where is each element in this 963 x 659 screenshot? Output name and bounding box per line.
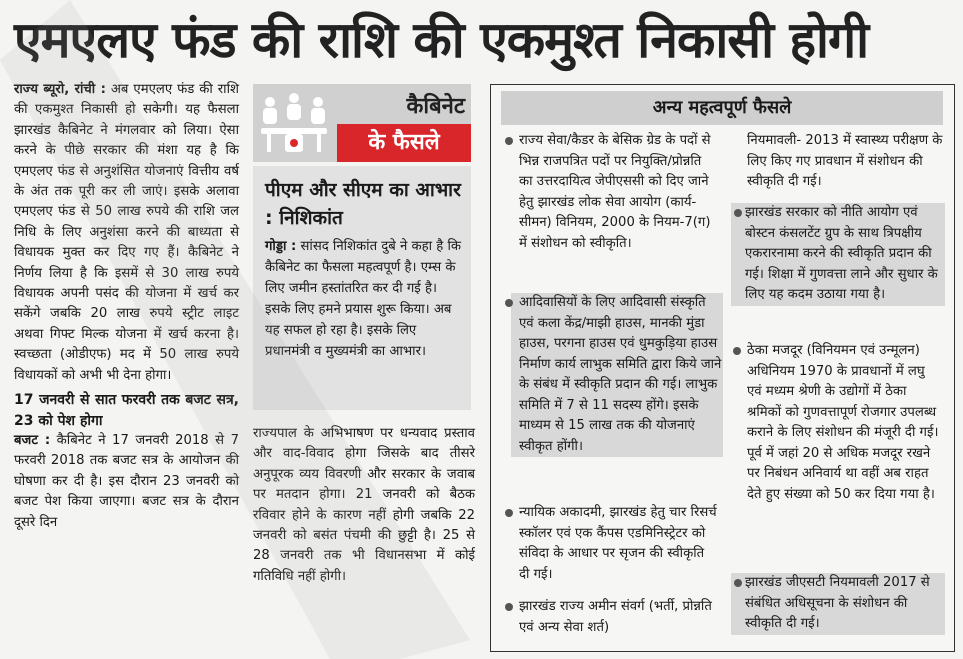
decision-text: आदिवासियों के लिए आदिवासी संस्कृति एवं कला केंद्र/माझी हाउस, मानकी मुंडा हाउस, परगना हाउस एवं धुमकुड़िया हाउस निर्माण कार्य लाभुक समिति द्वारा किये जाने के संबंध में स्वीकृति प्रदान की गई। लाभुक समिति में 7 से 11 सदस्य होंगे। इसके माध्यम से 15 लाख तक की योजनाएं स्वीकृत होंगी। — [519, 295, 722, 454]
bullet-icon — [505, 603, 513, 611]
cabinet-subtitle: के फैसले — [337, 124, 471, 162]
decision-text: राज्य सेवा/कैडर के बेसिक ग्रेड के पदों से भिन्न राजपत्रित पदों पर नियुक्ति/प्रोन्नति का उत्तरदायित्व जेपीएससी को दिए जाने हेतु झारखंड लोक सेवा आयोग (कार्य-सीमन) विनियम, 2000 के नियम-7(ग) में संशोधन को स्वीकृति। — [519, 133, 711, 251]
bullet-icon — [505, 509, 513, 517]
decision-item — [519, 131, 717, 254]
cabinet-header — [253, 84, 471, 162]
pm-box-place: गोड्डा : — [265, 239, 297, 254]
bullet-icon — [505, 137, 513, 145]
pm-box-body — [265, 236, 465, 362]
other-decisions-header: अन्य महत्वपूर्ण फैसले — [501, 91, 943, 125]
article-paragraph-1 — [14, 80, 239, 386]
decision-text: झारखंड जीएसटी नियमावली 2017 से संबंधित अधिसूचना के संशोधन की स्वीकृति दी गई। — [745, 575, 930, 631]
bullet-icon — [734, 579, 742, 587]
budget-subhead: 17 जनवरी से सात फरवरी तक बजट सत्र, 23 को पेश होगा — [14, 392, 239, 429]
decision-text: झारखंड राज्य अमीन संवर्ग (भर्ती, प्रोन्नति एवं अन्य सेवा शर्त) — [519, 599, 712, 635]
main-article-column — [14, 80, 239, 533]
decision-text: न्यायिक अकादमी, झारखंड हेतु चार रिसर्च स्कॉलर एवं एक कैंपस एडमिनिस्ट्रेटर को संविदा के आधार पर सृजन की स्वीकृति दी गई। — [519, 505, 717, 582]
pm-box-text: सांसद निशिकांत दुबे ने कहा है कि कैबिनेट का फैसला महत्वपूर्ण है। एम्स के लिए जमीन हस्तांतरित कर दी गई है। इसके लिए हमने प्रयास शुरू किया। अब यह सफल हो रहा है। इसके लिए प्रधानमंत्री व मुख्यमंत्री का आभार। — [265, 239, 462, 359]
bullet-icon — [734, 209, 742, 217]
decision-text: झारखंड सरकार को नीति आयोग एवं बोस्टन कंसलटेंट ग्रुप के साथ त्रिपक्षीय एकरारनामा करने की स्वीकृति प्रदान की गई। शिक्षा में गुणवत्ता लाने और सुधार के लिए यह कदम उठाया गया है। — [745, 205, 938, 302]
decision-item — [731, 573, 945, 635]
other-decisions-box — [490, 84, 955, 652]
decision-item — [511, 293, 723, 457]
article-paragraph-2 — [14, 431, 239, 533]
article-text-2: कैबिनेट ने 17 जनवरी 2018 से 7 फरवरी 2018 तक बजट सत्र के आयोजन की घोषणा कर दी है। इस दौरान 23 जनवरी को बजट पेश किया जाएगा। बजट सत्र के दौरान दूसरे दिन — [14, 432, 239, 530]
cabinet-title: कैबिनेट — [406, 94, 465, 119]
decision-item — [519, 597, 717, 638]
bullet-icon — [505, 299, 513, 307]
bullet-icon — [733, 347, 741, 355]
decision-text: ठेका मजदूर (विनियमन एवं उन्मूलन) अधिनियम 1970 के प्रावधानों में लघु एवं मध्यम श्रेणी के उद्योगों में ठेका श्रमिकों को गुणवत्तापूर्ण रोजगार उपलब्ध कराने के लिए संशोधन की मंजूरी दी गई। पूर्व में जहां 20 से अधिक मजदूर रखने पर निबंधन अनिवार्य था वहीं अब राहत देते हुए संख्या को 50 कर दिया गया है। — [747, 343, 939, 502]
budget-label: बजट : — [14, 432, 51, 448]
byline: राज्य ब्यूरो, रांची : — [14, 82, 106, 97]
pm-box-title: पीएम और सीएम का आभार : निशिकांत — [265, 179, 461, 229]
article-continuation-column — [253, 424, 475, 587]
decision-item — [519, 503, 717, 585]
article-text-1: अब एमएलए फंड की राशि की एकमुश्त निकासी हो सकेगी। यह फैसला झारखंड कैबिनेट ने मंगलवार को लिया। ऐसा करने के पीछे सरकार की मंशा यह है कि एमएलए फंड से अनुशंसित योजनाएं वित्तीय वर्ष के अंत तक पूरी कर ली जाएं। इसके अलावा एमएलए फंड से 50 लाख रुपये की राशि जल निधि के लिए अनुशंसा करने की बाध्यता से विधायक मुक्त कर दिए गए हैं। कैबिनेट ने निर्णय लिया है कि इसमें से 30 लाख रुपये विधायक अपनी पसंद की योजना में खर्च कर सकेंगे जबकि 20 लाख रुपये स्ट्रीट लाइट अथवा गिफ्ट मिल्क योजना में खर्च करना है। स्वच्छता (ओडीएफ) मद में 50 लाख रुपये विधायकों को अभी भी देना होगा। — [14, 82, 239, 383]
headline: एमएलए फंड की राशि की एकमुश्त निकासी होगी — [14, 11, 869, 69]
decision-item — [747, 341, 943, 505]
pm-thanks-box — [253, 166, 471, 410]
decision-item — [747, 131, 943, 193]
decision-item — [731, 203, 945, 306]
decision-text: नियमावली- 2013 में स्वास्थ्य परीक्षण के लिए किए गए प्रावधान में संशोधन की स्वीकृति दी गई। — [747, 133, 943, 189]
article-paragraph-3: राज्यपाल के अभिभाषण पर धन्यवाद प्रस्ताव और वाद-विवाद होगा जिसके बाद तीसरे अनुपूरक व्यय विवरणी और सरकार के जवाब पर मतदान होगा। 21 जनवरी को बैठक रविवार होने के कारण नहीं होगी जबकि 22 जनवरी को बसंत पंचमी की छुट्टी है। 25 से 28 जनवरी तक भी विधानसभा में कोई गतिविधि नहीं होगी। — [253, 426, 475, 584]
